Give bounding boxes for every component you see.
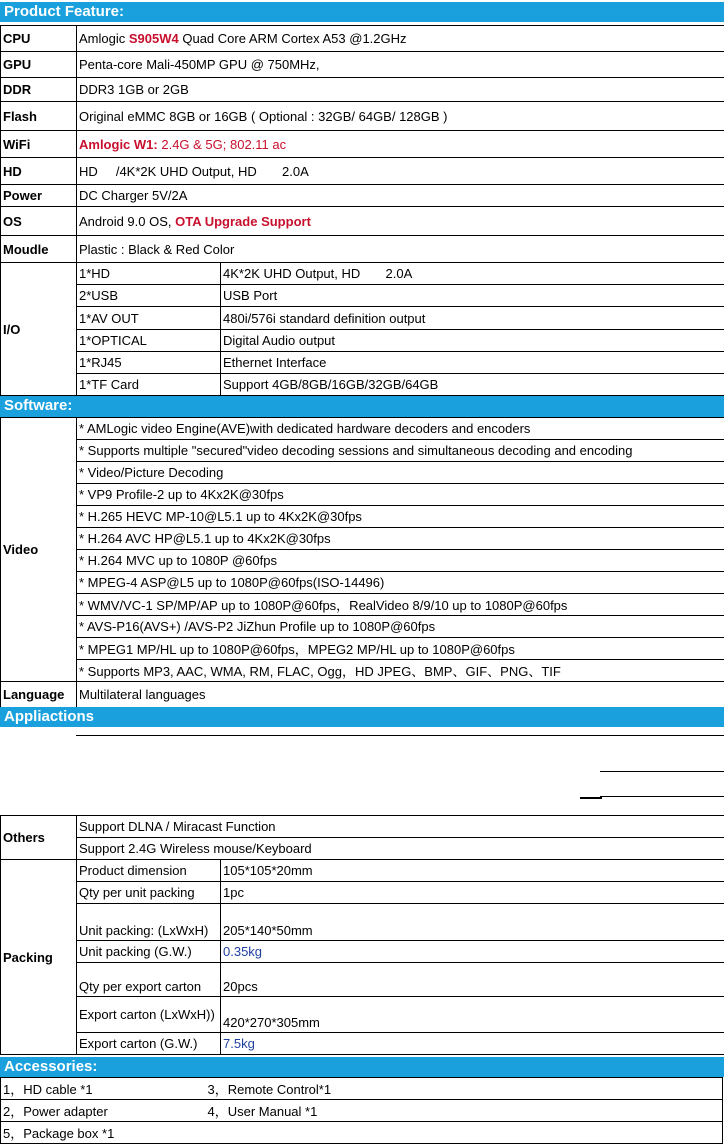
spec-row-module [1, 236, 724, 263]
spec-value: Penta-core Mali-450MP GPU @ 750MHz, [77, 52, 724, 78]
io-port: 1*TF Card [77, 374, 221, 396]
io-row [1, 285, 724, 307]
video-feature: * H.264 MVC up to 1080P @60fps [77, 550, 724, 572]
packing-value: 420*270*305mm [221, 997, 724, 1033]
accessory-item: 4，User Manual *1 [206, 1100, 723, 1122]
video-item [1, 638, 724, 660]
io-row [1, 374, 724, 396]
video-feature: * Supports multiple "secured"video decoding sessions and simultaneous decoding and encoding [77, 440, 724, 462]
packing-row [1, 963, 724, 997]
spec-label: CPU [1, 26, 77, 52]
spec-row-cpu [1, 26, 724, 52]
language-value: Multilateral languages [77, 682, 724, 708]
video-feature: * H.264 AVC HP@L5.1 up to 4Kx2K@30fps [77, 528, 724, 550]
video-feature: * WMV/VC-1 SP/MP/AP up to 1080P@60fps，RealVideo 8/9/10 up to 1080P@60fps [77, 594, 724, 616]
table-border-fragment [76, 735, 724, 736]
packing-label: Packing [1, 860, 77, 1055]
spec-label: Power [1, 185, 77, 207]
packing-name: Export carton (LxWxH)) [77, 997, 221, 1033]
spec-label: DDR [1, 78, 77, 102]
packing-value: 20pcs [221, 963, 724, 997]
spec-label: Moudle [1, 236, 77, 263]
packing-row [1, 860, 724, 882]
video-item [1, 550, 724, 572]
io-row [1, 352, 724, 374]
section-applications: Appliactions [0, 707, 724, 727]
video-item [1, 594, 724, 616]
io-desc: Digital Audio output [221, 330, 724, 352]
table-border-fragment [600, 796, 724, 797]
accessories-table [0, 1077, 723, 1144]
packing-value: 1pc [221, 882, 724, 904]
others-row [1, 816, 724, 838]
table-border-fragment [600, 771, 724, 772]
io-desc: USB Port [221, 285, 724, 307]
io-row [1, 263, 724, 285]
packing-value: 205*140*50mm [221, 904, 724, 941]
video-feature: * AMLogic video Engine(AVE)with dedicated hardware decoders and encoders [77, 418, 724, 440]
spec-label: WiFi [1, 131, 77, 158]
packing-value: 0.35kg [221, 941, 724, 963]
packing-name: Unit packing (G.W.) [77, 941, 221, 963]
io-label: I/O [1, 263, 77, 396]
video-feature: * MPEG-4 ASP@L5 up to 1080P@60fps(ISO-14496) [77, 572, 724, 594]
packing-row [1, 941, 724, 963]
spec-row-power [1, 185, 724, 207]
video-feature: * MPEG1 MP/HL up to 1080P@60fps，MPEG2 MP/HL up to 1080P@60fps [77, 638, 724, 660]
io-row [1, 307, 724, 330]
io-row [1, 330, 724, 352]
packing-value: 105*105*20mm [221, 860, 724, 882]
video-item [1, 660, 724, 682]
accessories-row [1, 1078, 723, 1100]
io-port: 1*AV OUT [77, 307, 221, 330]
spec-row-flash [1, 102, 724, 131]
packing-row [1, 1033, 724, 1055]
table-border-fragment [580, 797, 602, 799]
io-port: 2*USB [77, 285, 221, 307]
accessory-item: 1，HD cable *1 [1, 1078, 206, 1100]
packing-name: Product dimension [77, 860, 221, 882]
video-item [1, 528, 724, 550]
video-item [1, 462, 724, 484]
others-label: Others [1, 816, 77, 860]
spec-label: GPU [1, 52, 77, 78]
video-feature: * AVS-P16(AVS+) /AVS-P2 JiZhun Profile up to 1080P@60fps [77, 616, 724, 638]
packing-name: Qty per export carton [77, 963, 221, 997]
accessory-item: 3，Remote Control*1 [206, 1078, 723, 1100]
spec-label: HD [1, 158, 77, 185]
spec-row-os [1, 207, 724, 236]
video-feature: * Video/Picture Decoding [77, 462, 724, 484]
accessory-item: 2，Power adapter [1, 1100, 206, 1122]
io-desc: 480i/576i standard definition output [221, 307, 724, 330]
io-desc: Support 4GB/8GB/16GB/32GB/64GB [221, 374, 724, 396]
io-port: 1*RJ45 [77, 352, 221, 374]
spec-row-ddr [1, 78, 724, 102]
others-packing-table [0, 815, 724, 1055]
spec-value: Original eMMC 8GB or 16GB ( Optional : 32GB/ 64GB/ 128GB ) [77, 102, 724, 131]
spec-value: Amlogic S905W4 Quad Core ARM Cortex A53 @1.2GHz [77, 26, 724, 52]
accessories-row [1, 1100, 723, 1122]
video-feature: * Supports MP3, AAC, WMA, RM, FLAC, Ogg，HD JPEG、BMP、GIF、PNG、TIF [77, 660, 724, 682]
packing-value: 7.5kg [221, 1033, 724, 1055]
video-label: Video [1, 418, 77, 682]
io-port: 1*HD [77, 263, 221, 285]
spec-label: OS [1, 207, 77, 236]
packing-row [1, 882, 724, 904]
packing-row [1, 997, 724, 1033]
section-accessories: Accessories: [0, 1057, 724, 1077]
language-label: Language [1, 682, 77, 708]
spec-value: Android 9.0 OS, OTA Upgrade Support [77, 207, 724, 236]
section-product-feature: Product Feature: [0, 2, 724, 22]
packing-name: Qty per unit packing [77, 882, 221, 904]
video-item [1, 418, 724, 440]
others-item: Support DLNA / Miracast Function [77, 816, 724, 838]
spec-value: DC Charger 5V/2A [77, 185, 724, 207]
io-desc: 4K*2K UHD Output, HD 2.0A [221, 263, 724, 285]
accessories-row [1, 1122, 723, 1144]
video-feature: * H.265 HEVC MP-10@L5.1 up to 4Kx2K@30fps [77, 506, 724, 528]
spec-row-hd [1, 158, 724, 185]
spec-row-gpu [1, 52, 724, 78]
packing-name: Unit packing: (LxWxH) [77, 904, 221, 941]
video-item [1, 616, 724, 638]
others-row [1, 838, 724, 860]
spec-row-wifi [1, 131, 724, 158]
section-software: Software: [0, 396, 724, 417]
video-feature: * VP9 Profile-2 up to 4Kx2K@30fps [77, 484, 724, 506]
others-item: Support 2.4G Wireless mouse/Keyboard [77, 838, 724, 860]
video-item [1, 440, 724, 462]
packing-row [1, 904, 724, 941]
software-table [0, 417, 724, 708]
spec-label: Flash [1, 102, 77, 131]
language-row [1, 682, 724, 708]
video-item [1, 484, 724, 506]
spec-value: DDR3 1GB or 2GB [77, 78, 724, 102]
spec-table [0, 25, 724, 396]
video-item [1, 572, 724, 594]
spec-value: HD /4K*2K UHD Output, HD 2.0A [77, 158, 724, 185]
accessory-item: 5，Package box *1 [1, 1122, 723, 1144]
spec-value: Amlogic W1: 2.4G & 5G; 802.11 ac [77, 131, 724, 158]
video-item [1, 506, 724, 528]
io-port: 1*OPTICAL [77, 330, 221, 352]
packing-name: Export carton (G.W.) [77, 1033, 221, 1055]
spec-value: Plastic : Black & Red Color [77, 236, 724, 263]
io-desc: Ethernet Interface [221, 352, 724, 374]
